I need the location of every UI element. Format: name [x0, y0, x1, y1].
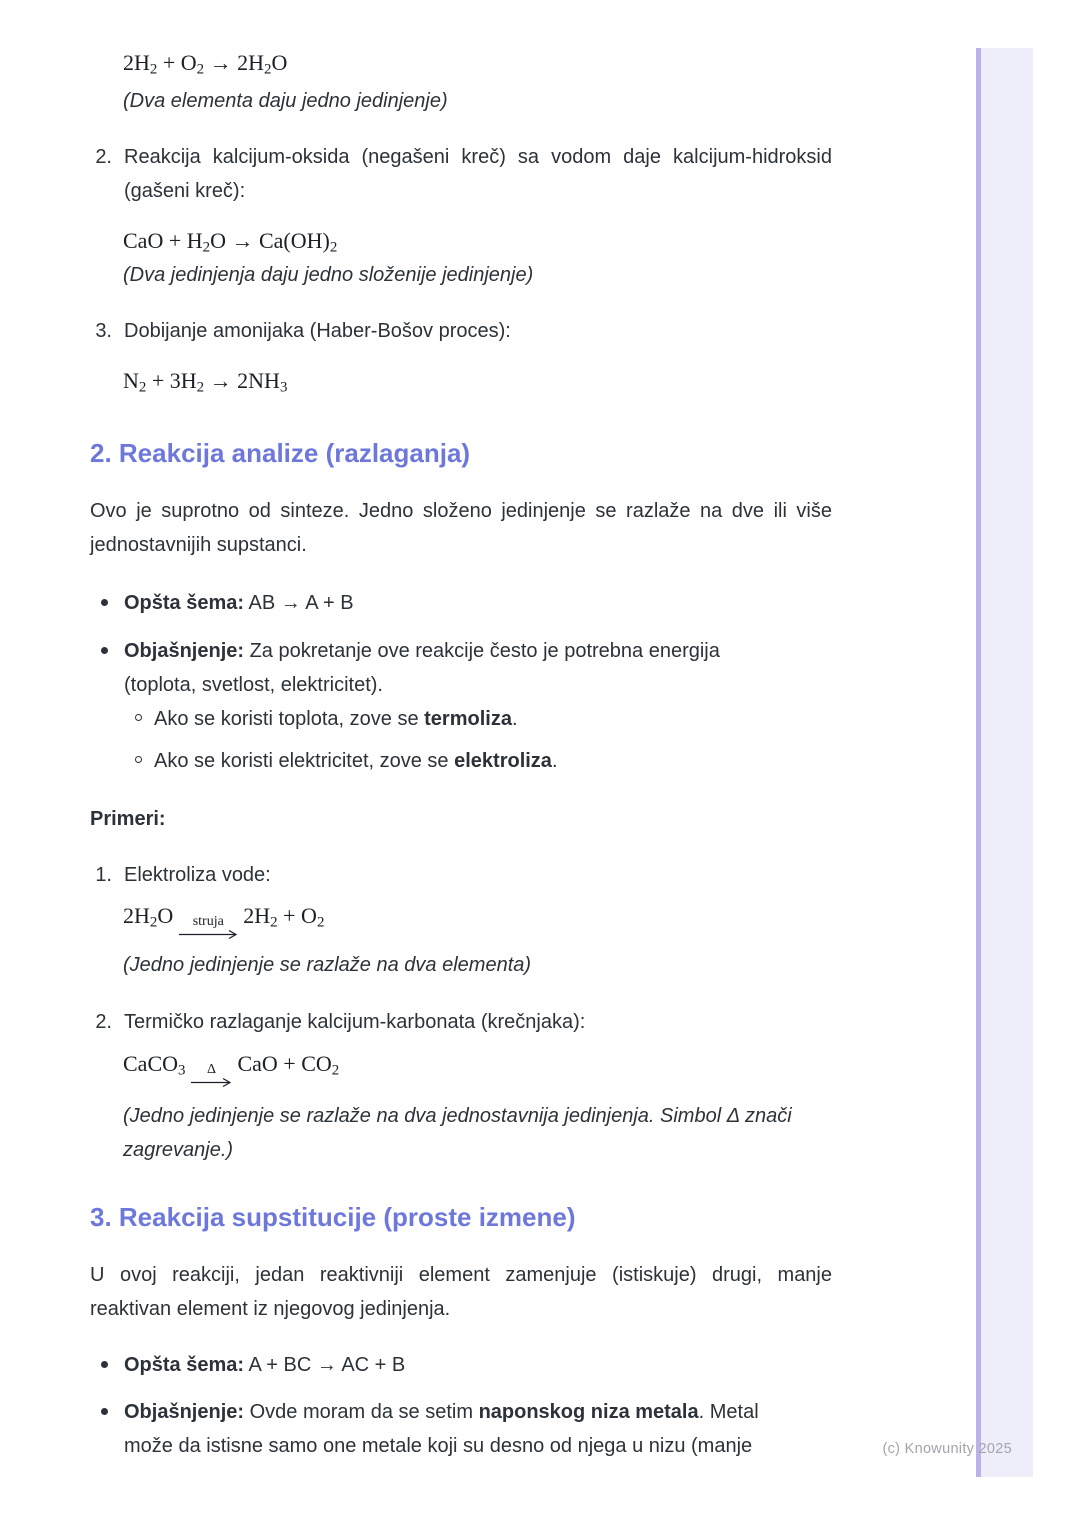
- text-run: .: [551, 750, 558, 772]
- sub-bullet-text: [154, 744, 558, 778]
- item-number: 2.: [95, 146, 112, 168]
- bullet-marker: [101, 647, 108, 654]
- bold-term: naponskog niza metala: [478, 1401, 699, 1423]
- equation-ammonia: $N_2 + 3H_2 \to 2NH_3$: [123, 368, 288, 396]
- bullet-item-general-scheme-1: [90, 586, 832, 620]
- paragraph-analysis: [90, 494, 832, 562]
- labeled-arrow-icon: Δ: [191, 1063, 231, 1088]
- bullet-item-explanation-2: [90, 1395, 832, 1463]
- item-number: 1.: [95, 864, 112, 886]
- next-page-preview[interactable]: [976, 48, 1033, 1477]
- bullet-text: [124, 1348, 819, 1382]
- sub-bullet-elektroliza: [90, 744, 832, 778]
- numbered-item-ammonia: [90, 314, 832, 348]
- sub-bullet-marker: [135, 756, 142, 763]
- equation-electrolysis-water: $2H_2O$ struja $2H_2 + O_2$: [123, 899, 832, 940]
- equation-note-electrolysis: (Jedno jedinjenje se razlaže na dva elementa): [123, 954, 532, 976]
- text-run: A + BC → AC + B: [244, 1354, 406, 1376]
- bold-term: elektroliza: [454, 750, 552, 772]
- text-line: zagrevanje.): [123, 1139, 234, 1161]
- equation-calcium-oxide: CaO + $H_2O \to Ca(OH)_2$: [123, 228, 338, 256]
- copyright-text: (c) Knowunity 2025: [882, 1441, 1012, 1457]
- item-text: Elektroliza vode:: [124, 864, 271, 886]
- text-line: (Jedno jedinjenje se razlaže na dva jednostavnija jedinjenja. Simbol Δ znači: [123, 1105, 792, 1127]
- text-line: može da istisne samo one metale koji su desno od njega u nizu (manje: [124, 1435, 753, 1457]
- text-line: Ovo je suprotno od sinteze. Jedno složeno jedinjenje se razlaže na dve ili više: [90, 500, 832, 522]
- text-line: U ovoj reakciji, jedan reaktivniji element zamenjuje (istiskuje) drugi, manje: [90, 1264, 832, 1286]
- document-content: [90, 0, 832, 1463]
- bullet-item-general-scheme-2: [90, 1348, 832, 1382]
- sub-bullet-text: [154, 702, 518, 736]
- equation-note-caco3: [123, 1099, 832, 1167]
- numbered-item-caco3: [90, 1005, 832, 1039]
- bullet-item-explanation-1: [90, 634, 832, 702]
- bullet-marker: [101, 1361, 108, 1368]
- bold-label: Opšta šema:: [124, 592, 245, 614]
- sub-bullet-marker: [135, 714, 142, 721]
- text-line: [124, 634, 819, 668]
- section-heading-analysis: 2. Reakcija analize (razlaganja): [90, 438, 471, 468]
- bold-label: Opšta šema:: [124, 1354, 245, 1376]
- text-line: (gašeni kreč):: [124, 180, 246, 202]
- equation-note-synthesis: (Dva elementa daju jedno jedinjenje): [123, 90, 448, 112]
- text-run: . Metal: [698, 1401, 759, 1423]
- sub-bullet-termoliza: [90, 702, 832, 736]
- bold-label: Objašnjenje:: [124, 1401, 245, 1423]
- equation-synthesis-water: $2H_2 + O_2 \to 2H_2O$: [123, 50, 288, 78]
- text-line: Reakcija kalcijum-oksida (negašeni kreč) sa vodom daje kalcijum-hidroksid: [124, 146, 832, 168]
- bullet-text: [124, 586, 819, 620]
- text-line: jednostavnijih supstanci.: [90, 534, 307, 556]
- numbered-item-electrolysis: [90, 858, 832, 892]
- item-text: Termičko razlaganje kalcijum-karbonata (krečnjaka):: [124, 1011, 586, 1033]
- text-run: Ako se koristi elektricitet, zove se: [154, 750, 455, 772]
- equation-calcium-carbonate: CaCO$_3$ Δ CaO + $CO_2$: [123, 1047, 832, 1088]
- paragraph-substitution: [90, 1258, 832, 1326]
- section-heading-substitution: 3. Reakcija supstitucije (proste izmene): [90, 1202, 576, 1232]
- text-run: Za pokretanje ove reakcije često je potrebna energija: [244, 640, 720, 662]
- numbered-item-calcium-oxide: [90, 140, 832, 208]
- item-text: Dobijanje amonijaka (Haber-Bošov proces):: [124, 320, 511, 342]
- text-run: Ako se koristi toplota, zove se: [154, 708, 425, 730]
- text-line: reaktivan element iz njegovog jedinjenja.: [90, 1298, 451, 1320]
- text-line: (toplota, svetlost, elektricitet).: [124, 674, 383, 696]
- examples-label: Primeri:: [90, 808, 166, 830]
- bold-term: termoliza: [424, 708, 512, 730]
- bullet-text: [124, 634, 819, 702]
- text-run: .: [511, 708, 518, 730]
- text-line: [124, 1395, 819, 1429]
- item-number: 3.: [95, 320, 112, 342]
- bold-label: Objašnjenje:: [124, 640, 245, 662]
- text-run: AB → A + B: [244, 592, 354, 614]
- labeled-arrow-icon: struja: [179, 915, 237, 940]
- bullet-marker: [101, 599, 108, 606]
- equation-note-calcium-oxide: (Dva jedinjenja daju jedno složenije jedinjenje): [123, 264, 534, 286]
- item-text: [124, 140, 832, 208]
- text-run: Ovde moram da se setim: [244, 1401, 479, 1423]
- bullet-marker: [101, 1408, 108, 1415]
- bullet-text: [124, 1395, 819, 1463]
- item-number: 2.: [95, 1011, 112, 1033]
